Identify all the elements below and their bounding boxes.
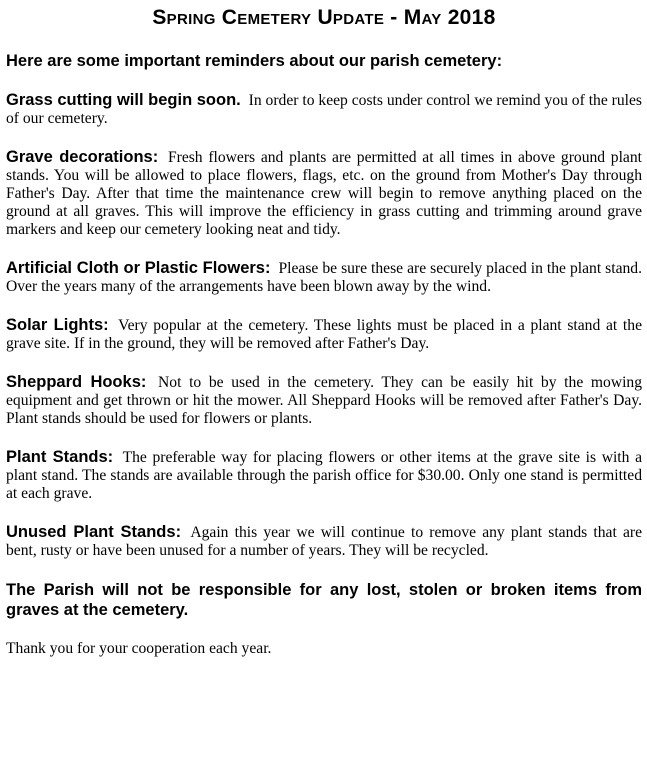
section-heading: Sheppard Hooks: xyxy=(6,373,147,391)
section-heading: Unused Plant Stands: xyxy=(6,523,182,541)
section-unused-plant-stands xyxy=(6,523,642,560)
section-grass-cutting xyxy=(6,91,642,128)
section-grave-decorations xyxy=(6,148,642,239)
section-body: The preferable way for placing flowers or other items at the grave site is with a plant stand. The stands are available through the parish office for $30.00. Only one stand is permitted at each grave. xyxy=(6,449,642,502)
section-heading: Plant Stands: xyxy=(6,448,114,466)
section-artificial-flowers xyxy=(6,259,642,296)
section-body: Fresh flowers and plants are permitted at all times in above ground plant stands. You will be allowed to place flowers, flags, etc. on the ground from Mother's Day through Father's Day. After that time the maintenance crew will begin to remove anything placed on the ground at all graves. This will improve the efficiency in grass cutting and trimming around grave markers and keep our cemetery looking neat and tidy. xyxy=(6,149,642,238)
section-heading: Artificial Cloth or Plastic Flowers: xyxy=(6,259,271,277)
thanks-text: Thank you for your cooperation each year. xyxy=(6,640,272,657)
intro-text: Here are some important reminders about our parish cemetery: xyxy=(6,52,503,70)
document-page xyxy=(6,4,642,658)
disclaimer-text: The Parish will not be responsible for any lost, stolen or broken items from graves at the cemetery. xyxy=(6,581,642,619)
section-body: Not to be used in the cemetery. They can be easily hit by the mowing equipment and get thrown or hit the mower. All Sheppard Hooks will be removed after Father's Day. Plant stands should be used for flowers or plants. xyxy=(6,374,643,427)
section-body: Very popular at the cemetery. These lights must be placed in a plant stand at the grave site. If in the ground, they will be removed after Father's Day. xyxy=(6,317,642,352)
section-body: Again this year we will continue to remove any plant stands that are bent, rusty or have been unused for a number of years. They will be recycled. xyxy=(6,524,642,559)
section-heading: Grave decorations: xyxy=(6,148,159,166)
section-plant-stands xyxy=(6,448,642,503)
section-sheppard-hooks xyxy=(6,373,642,428)
section-heading: Grass cutting will begin soon. xyxy=(6,91,241,109)
section-heading: Solar Lights: xyxy=(6,316,109,334)
section-body: In order to keep costs under control we remind you of the rules of our cemetery. xyxy=(6,92,642,127)
section-body: Please be sure these are securely placed in the plant stand. Over the years many of the arrangements have been blown away by the wind. xyxy=(6,260,642,295)
section-solar-lights xyxy=(6,316,642,353)
page-title: Spring Cemetery Update - May 2018 xyxy=(152,6,496,29)
